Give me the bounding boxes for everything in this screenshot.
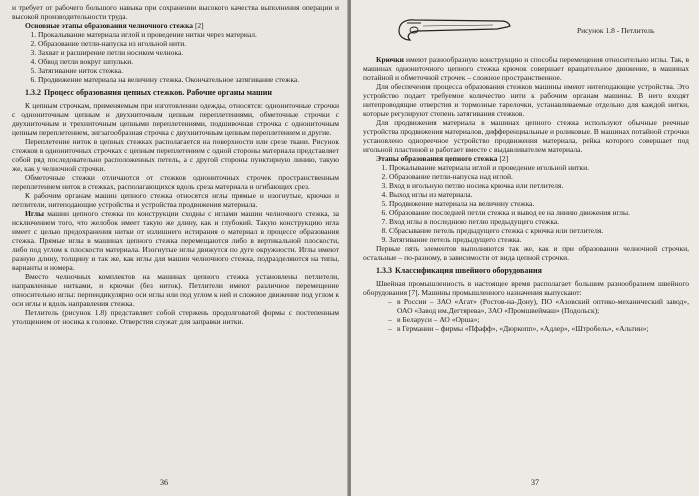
list-item: 6. Образование последней петли стежка и вывод ее на линию движения иглы. [389,208,689,217]
list-item: 7. Вход иглы в последнюю петлю предыдущего стежка. [389,217,689,226]
section-heading-1-3-2: 1.3.2 Процесс образования цепных стежков. Рабочие органы машин [25,88,272,97]
chain-stages-list [363,163,689,244]
list-item: 2. Образование петли-напуска над иглой. [389,172,689,181]
paragraph: Для обеспечения процесса образования стежков машины имеют нитеподающие устройства. Это устройство подает требуемое количество нити к рабочим органам машины. В него входят нитепроводящие отверстия и тормозные тарелочки, устанавливаемые отдельно для каждой нитки, которые регулируют степень затягивания стежков. [363,82,689,118]
shuttle-stages-list [12,30,339,84]
page-number: 36 [160,478,168,487]
list-item: 4. Обвод петли вокруг шпульки. [38,57,339,66]
list-item: 2. Образование петли-напуска из игольной нити. [38,39,339,48]
list-item: 1. Прокалывание материала иглой и проведение нитки через материал. [38,30,339,39]
list-item: – в Германии – фирмы «Пфафф», «Дюркопп», «Адлер», «Штробель», «Альтин»; [397,324,689,333]
shuttle-stages-title: Основные этапы образования челночного стежка [2] [25,21,204,30]
paragraph: Переплетение ниток в цепных стежках располагается на поверхности или срезе ткани. Рисунок стежков в однониточных строчках с цепным переплетением с одной стороны материала представляет собой ряд последовательно расположенных петель, а с другой стороны пунктирную линию, такую же, как у челночной строчки. [12,137,339,173]
paragraph: Обметочные стежки отличаются от стежков однониточных строчек пространственным переплетением ниток в стежках, располагающихся вдоль среза материала и огибающих срез. [12,173,339,191]
paragraph: Вместо челночных комплектов на машинах цепного стежка установлены петлители, направленные нитками, и крючки (без ниток). Петлители имеют различное перемещение относительно иглы: перпендикулярно оси иглы или под углом к ней и сложное движение под углом к оси иглы и вдоль направления стежка. [12,272,339,308]
left-page [0,0,348,496]
list-item: 6. Продвижение материала на величину стежка. Окончательное затягивание стежка. [38,75,339,84]
paragraph: Швейная промышленность в настоящее время располагает большим разнообразием швейного оборудования [7]. Машины промышленного назначения выпускают: [363,279,689,297]
list-item: – в России – ЗАО «Агат» (Ростов-на-Дону), ПО «Азовский оптико-механический завод», ОАО «Завод им.Дегтярева», ЗАО «Промшвеймаш» (Подольск); [397,297,689,315]
figure-1-8 [363,3,689,55]
list-item: 8. Сбрасывание петель предыдущего стежка с крючка или петлителя. [389,226,689,235]
section-heading-1-3-3: 1.3.3 Классификация швейного оборудования [376,266,542,275]
manufacturers-list [363,297,689,333]
paragraph-needles: Иглы машин цепного стежка по конструкции сходны с иглами машин челночного стежка, за исключением того, что желобок имеет такую же длину, как и глубокий. Такую конструкцию игла имеет с целью предохранения нитки от излишнего истирания о материал в процессе образования стежка. Прямые иглы в машинах цепного стежка перемещаются либо в вертикальной плоскости, либо под углом к плоскости материала. Изогнутые иглы движутся по дуге окружности. Иглы имеют разную длину, толщину и так же, как иглы для машин челночного стежка, подразделяются на типы, варианты и номера. [12,209,339,272]
intro-text: и требует от рабочего большого навыка при сохранении высокого качества выполнения операции и высокой производительности труда. [12,3,339,21]
list-item: 1. Прокалывание материала иглой и проведение игольной нитки. [389,163,689,172]
chain-stages-title: Этапы образования цепного стежка [2] [376,154,509,163]
right-page [351,0,699,496]
paragraph: К цепным строчкам, применяемым при изготовлении одежды, относятся: однониточные строчки с однониточным цепным и двухниточным цепным переплетениями, обметочные строчки с двухниточным и трехниточным цепными переплетениями, подшивочная строчка с однониточным цепным переплетением, зигзагообразная строчка с двухниточным цепным переплетением и другие. [12,101,339,137]
list-item: 9. Затягивание петель предыдущего стежка. [389,235,689,244]
page-number: 37 [531,478,539,487]
paragraph-hooks: Крючки имеют разнообразную конструкцию и способы перемещения относительно иглы. Так, в машинах однониточного цепного стежка крючок совершает вращательное движение, в машинах потайной и обметочной строчек – сложное пространственное. [363,55,689,82]
paragraph: Для продвижения материала в машинах цепного стежка используют обычные реечные устройства продвижения материалов, дифференциальные и роликовые. В машинах потайной строчки установлено однореечное устройство продвижения материала, рейка которого совершает под игольной пластиной и работает вместе с выдавливателем материала. [363,118,689,154]
list-item: 3. Вход в игольную петлю носика крючка или петлителя. [389,181,689,190]
list-item: 5. Продвижение материала на величину стежка. [389,199,689,208]
list-item: 4. Выход иглы из материала. [389,190,689,199]
list-item: 3. Захват и расширение петли носиком челнока. [38,48,339,57]
figure-caption: Рисунок 1.8 - Петлитель [577,26,655,35]
list-item: – в Беларуси – АО «Орша»; [397,315,689,324]
list-item: 5. Затягивание ниток стежка. [38,66,339,75]
looper-drawing [393,9,513,49]
paragraph: Петлитель (рисунок 1.8) представляет собой стержень продолговатой формы с постепенным утолщением от носика к головке. Отверстия служат для заправки нитки. [12,308,339,326]
paragraph: К рабочим органам машин цепного стежка относятся иглы прямые и изогнутые, крючки и петлители, нитеподающие устройства и устройства продвижения материала. [12,191,339,209]
paragraph: Первые пять элементов выполняются так же, как и при образовании челночной строчки, остальные – по-разному, в зависимости от вида цепной строчки. [363,244,689,262]
